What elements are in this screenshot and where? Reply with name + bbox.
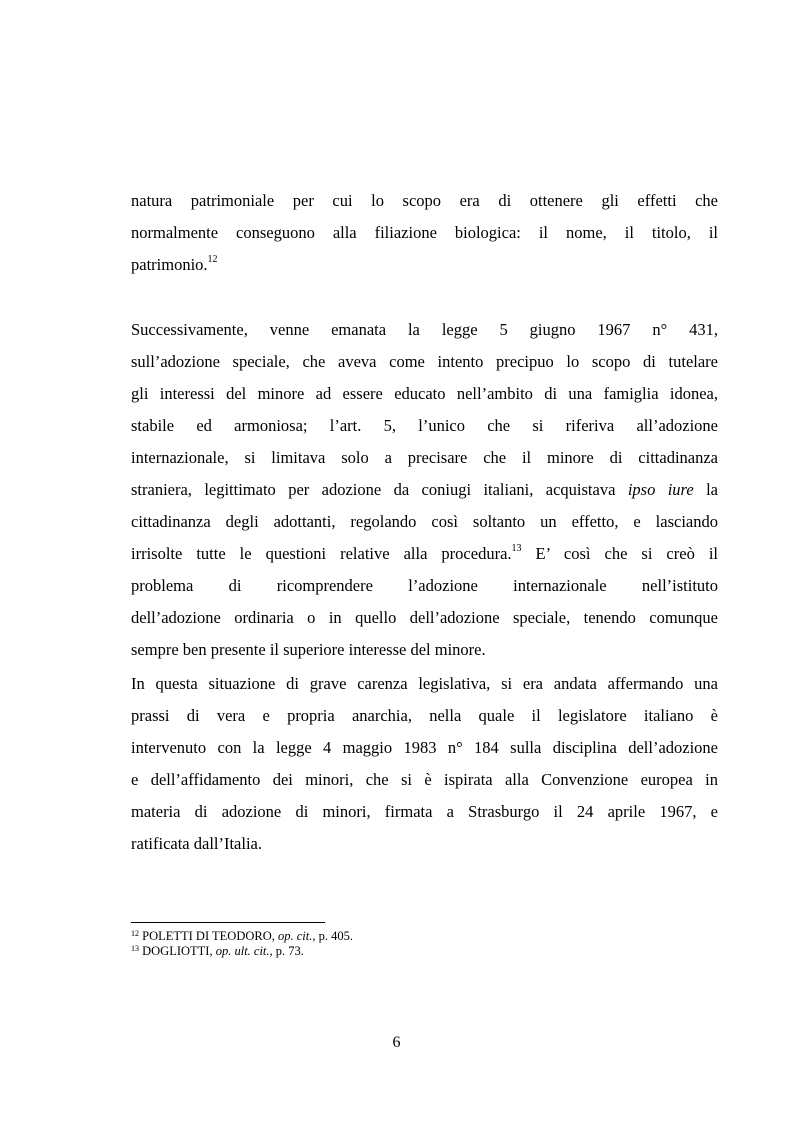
body-line: ratificata dall’Italia. [131,834,263,853]
body-line: dell’adozione ordinaria o in quello dell’adozione speciale, tenendo comunque [131,608,718,627]
footnote-13 [131,944,304,960]
body-line: sull’adozione speciale, che aveva come intento precipuo lo scopo di tutelare [131,352,718,371]
body-line: In questa situazione di grave carenza legislativa, si era andata affermando una [131,674,718,693]
body-text: irrisolte tutte le questioni relative alla procedura. [131,544,512,563]
footnote-author: DOGLIOTTI, [142,944,213,958]
footnote-page: , p. 73. [269,944,304,958]
body-line: intervenuto con la legge 4 maggio 1983 n° 184 sulla disciplina dell’adozione [131,738,718,757]
footnote-12 [131,929,353,945]
footnote-citation: op. ult. cit. [215,944,270,958]
body-line: e dell’affidamento dei minori, che si è ispirata alla Convenzione europea in [131,770,718,789]
footnote-page: , p. 405. [312,929,353,943]
body-text: E’ così che si creò il [535,544,718,563]
body-text: patrimonio. [131,255,208,274]
body-line: natura patrimoniale per cui lo scopo era di ottenere gli effetti che [131,191,718,210]
page-number: 6 [392,1034,401,1051]
body-line: sempre ben presente il superiore interesse del minore. [131,640,486,659]
footnote-ref-12: 12 [207,254,218,265]
footnote-number: 13 [131,944,139,953]
footnote-separator [131,922,325,923]
body-line: materia di adozione di minori, firmata a Strasburgo il 24 aprile 1967, e [131,802,718,821]
footnote-ref-13: 13 [511,543,522,554]
body-line: Successivamente, venne emanata la legge 5 giugno 1967 n° 431, [131,320,718,339]
body-text: la [706,480,718,499]
body-line [131,254,718,279]
body-line: stabile ed armoniosa; l’art. 5, l’unico che si riferiva all’adozione [131,416,718,435]
footnote-citation: op. cit. [278,929,313,943]
body-line: internazionale, si limitava solo a precisare che il minore di cittadinanza [131,448,718,467]
footnote-number: 12 [131,929,139,938]
body-line [131,543,718,568]
footnote-author: POLETTI DI TEODORO, [142,929,275,943]
body-line: gli interessi del minore ad essere educato nell’ambito di una famiglia idonea, [131,384,718,403]
body-text: straniera, legittimato per adozione da coniugi italiani, acquistava [131,480,616,499]
body-line: normalmente conseguono alla filiazione biologica: il nome, il titolo, il [131,223,718,242]
italic-text: ipso iure [627,480,694,499]
body-line: prassi di vera e propria anarchia, nella quale il legislatore italiano è [131,706,718,725]
body-line [131,479,718,501]
body-line: cittadinanza degli adottanti, regolando così soltanto un effetto, e lasciando [131,512,718,531]
body-line: problema di ricomprendere l’adozione internazionale nell’istituto [131,576,718,595]
